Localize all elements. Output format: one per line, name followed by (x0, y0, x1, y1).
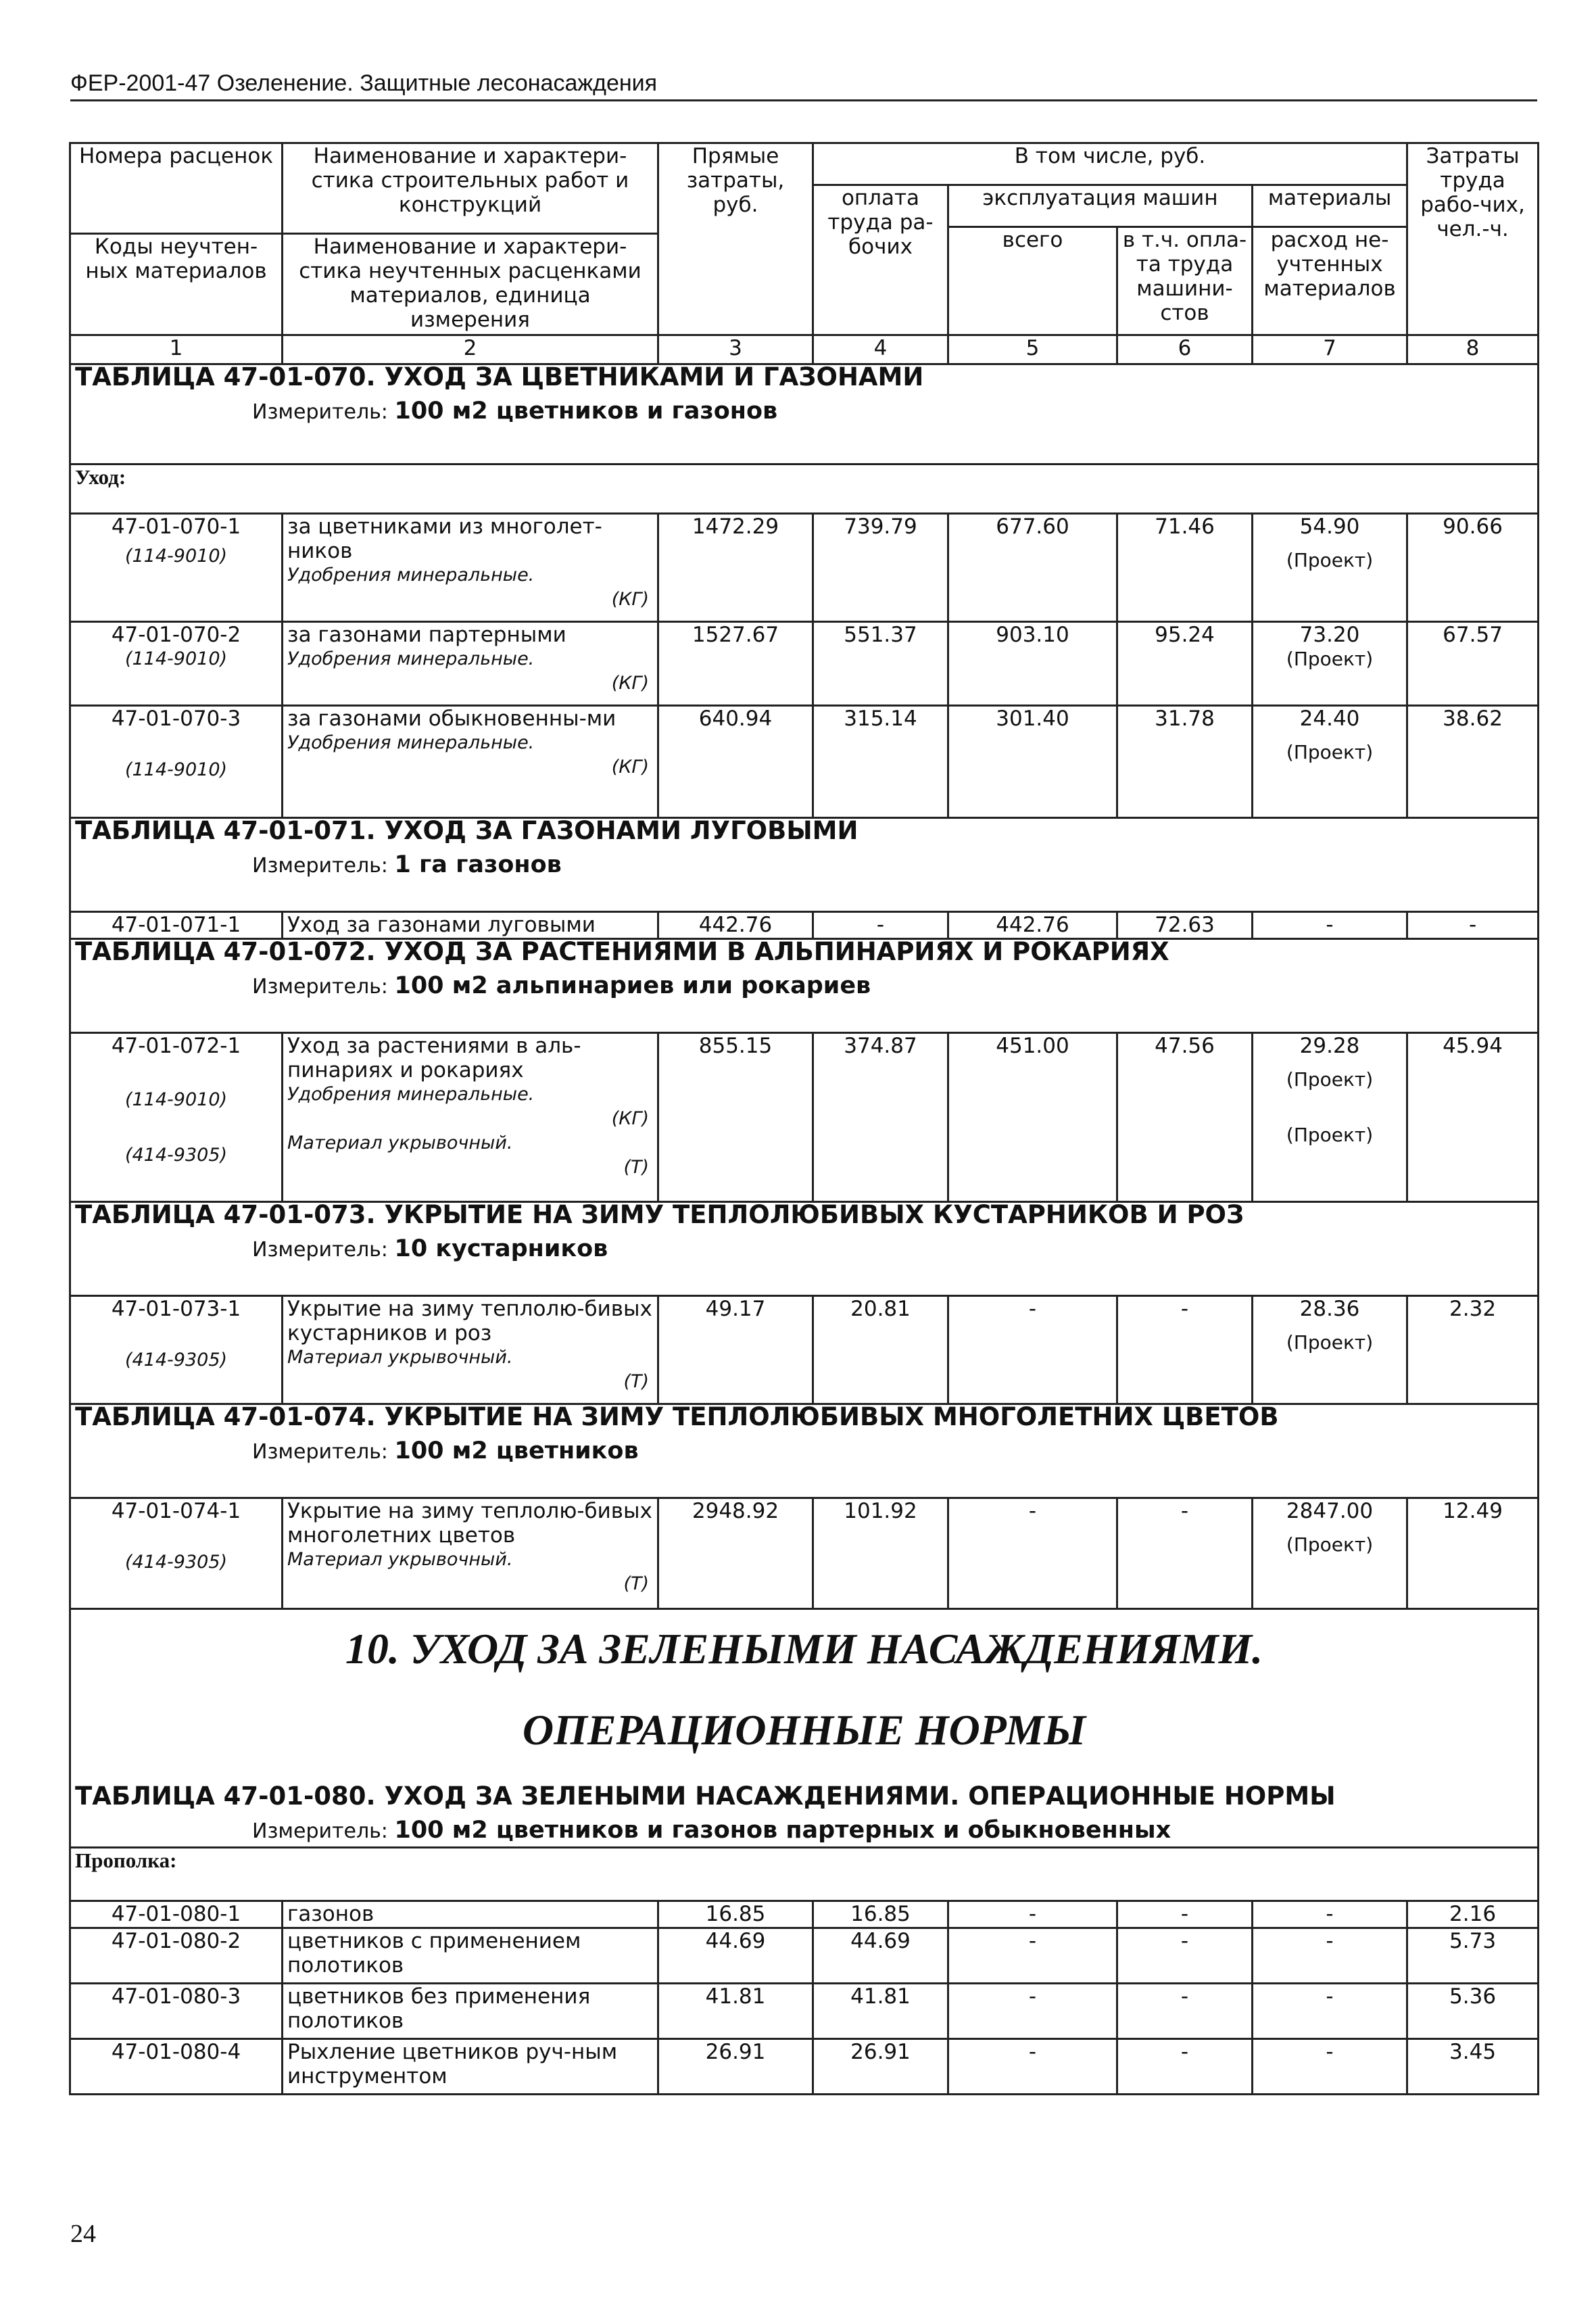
table-row (70, 514, 1539, 622)
material-name: Удобрения минеральные. (287, 1084, 535, 1105)
direct-cost: 640.94 (658, 706, 813, 818)
header-including: В том числе, руб. (813, 143, 1407, 185)
worker-pay: 101.92 (813, 1498, 948, 1609)
worker-pay: 315.14 (813, 706, 948, 818)
rate-code: 47-01-080-3 (70, 1984, 283, 2039)
machinist-pay: - (1117, 1498, 1253, 1609)
material-cost: - (1253, 1928, 1407, 1984)
material-cost: 28.36 (1299, 1297, 1360, 1321)
machinist-pay: 47.56 (1117, 1033, 1253, 1202)
column-number: 1 (70, 335, 283, 364)
header-material-name: Наименование и характери-стика неучтенных расценками материалов, единица измерения (283, 234, 658, 335)
direct-cost: 41.81 (658, 1984, 813, 2039)
project-note: (Проект) (1286, 741, 1374, 763)
table-row (70, 1901, 1539, 1928)
table-row (70, 1033, 1539, 1202)
work-description: цветников без применения полотиков (283, 1984, 658, 2039)
machinist-pay: 31.78 (1117, 706, 1253, 818)
material-unit: (КГ) (611, 673, 649, 694)
project-note: (Проект) (1286, 549, 1374, 571)
material-cost: - (1253, 912, 1407, 939)
section-title: ТАБЛИЦА 47-01-074. УКРЫТИЕ НА ЗИМУ ТЕПЛОЛЮБИВЫХ МНОГОЛЕТНИХ ЦВЕТОВ (75, 1402, 1279, 1431)
section-meter: Измеритель: 10 кустарников (252, 1235, 608, 1262)
column-number: 7 (1253, 335, 1407, 364)
rate-code: 47-01-073-1 (111, 1297, 241, 1321)
machinist-pay: - (1117, 1296, 1253, 1404)
machinist-pay: - (1117, 1901, 1253, 1928)
project-note: (Проект) (1286, 1124, 1374, 1146)
machine-total: 677.60 (948, 514, 1117, 622)
material-code: (414-9305) (124, 1145, 228, 1166)
rate-code: 47-01-070-2 (111, 623, 241, 647)
header-unaccounted-materials: расход не-учтенных материалов (1253, 227, 1407, 335)
work-description: цветников с применением полотиков (283, 1928, 658, 1984)
section-meter: Измеритель: 100 м2 цветников (252, 1437, 639, 1464)
section-meter: Измеритель: 100 м2 цветников и газонов партерных и обыкновенных (252, 1817, 1171, 1844)
project-note: (Проект) (1286, 1068, 1374, 1091)
material-cost: 29.28 (1299, 1034, 1360, 1058)
table-row (70, 1928, 1539, 1984)
material-cost: - (1253, 1984, 1407, 2039)
column-number: 6 (1117, 335, 1253, 364)
machine-total: 442.76 (948, 912, 1117, 939)
section-meter: Измеритель: 100 м2 цветников и газонов (252, 398, 778, 425)
labor-hours: 5.73 (1407, 1928, 1539, 1984)
table-row (70, 1498, 1539, 1609)
header-rate-numbers: Номера расценок (70, 143, 283, 234)
material-name: Материал укрывочный. (287, 1549, 513, 1570)
work-description: Рыхление цветников руч-ным инструментом (283, 2039, 658, 2095)
running-header: ФЕР-2001-47 Озеленение. Защитные лесонасаждения (70, 70, 1537, 101)
material-cost: - (1253, 1901, 1407, 1928)
material-unit: (КГ) (611, 757, 649, 778)
direct-cost: 26.91 (658, 2039, 813, 2095)
table-row (70, 1296, 1539, 1404)
column-number: 8 (1407, 335, 1539, 364)
column-number: 2 (283, 335, 658, 364)
material-cost: - (1253, 2039, 1407, 2095)
header-labor-hours: Затраты труда рабо-чих, чел.-ч. (1407, 143, 1539, 335)
header-machine-total: всего (948, 227, 1117, 335)
labor-hours: 90.66 (1407, 514, 1539, 622)
project-note: (Проект) (1286, 648, 1374, 670)
header-machinist-pay: в т.ч. опла-та труда машини-стов (1117, 227, 1253, 335)
price-table (69, 142, 1539, 2095)
section-header (70, 1404, 1539, 1498)
material-code: (114-9010) (124, 759, 228, 780)
project-note: (Проект) (1286, 1331, 1374, 1354)
material-code: (414-9305) (124, 1350, 228, 1370)
work-description: Укрытие на зиму теплолю-бивых многолетних цветов (287, 1499, 652, 1548)
section-meter: Измеритель: 1 га газонов (252, 851, 562, 878)
direct-cost: 442.76 (658, 912, 813, 939)
labor-hours: 5.36 (1407, 1984, 1539, 2039)
worker-pay: - (813, 912, 948, 939)
machinist-pay: 71.46 (1117, 514, 1253, 622)
rate-code: 47-01-080-1 (70, 1901, 283, 1928)
machinist-pay: - (1117, 1984, 1253, 2039)
machine-total: 903.10 (948, 622, 1117, 706)
direct-cost: 49.17 (658, 1296, 813, 1404)
material-unit: (Т) (623, 1573, 649, 1594)
work-description: за газонами партерными (287, 623, 566, 647)
machine-total: - (948, 2039, 1117, 2095)
header-work-name: Наименование и характери-стика строительных работ и конструкций (283, 143, 658, 234)
table-row (70, 1984, 1539, 2039)
labor-hours: 3.45 (1407, 2039, 1539, 2095)
table-row (70, 706, 1539, 818)
group-label: Прополка: (70, 1848, 1539, 1901)
material-name: Удобрения минеральные. (287, 565, 535, 586)
rate-code: 47-01-074-1 (111, 1499, 241, 1523)
machine-total: - (948, 1498, 1117, 1609)
material-name: Удобрения минеральные. (287, 648, 535, 669)
machinist-pay: - (1117, 1928, 1253, 1984)
worker-pay: 44.69 (813, 1928, 948, 1984)
chapter-title: 10. УХОД ЗА ЗЕЛЕНЫМИ НАСАЖДЕНИЯМИ. (345, 1625, 1263, 1673)
material-unit: (КГ) (611, 1108, 649, 1129)
header-machine-use: эксплуатация машин (948, 185, 1253, 227)
rate-code: 47-01-070-3 (111, 707, 241, 731)
work-description: Уход за газонами луговыми (283, 912, 658, 939)
section-meter: Измеритель: 100 м2 альпинариев или рокариев (252, 972, 871, 999)
rate-code: 47-01-072-1 (111, 1034, 241, 1058)
direct-cost: 1527.67 (658, 622, 813, 706)
material-code: (114-9010) (124, 648, 228, 669)
rate-code: 47-01-071-1 (70, 912, 283, 939)
worker-pay: 551.37 (813, 622, 948, 706)
worker-pay: 739.79 (813, 514, 948, 622)
labor-hours: 38.62 (1407, 706, 1539, 818)
machine-total: - (948, 1296, 1117, 1404)
project-note: (Проект) (1286, 1533, 1374, 1556)
section-header (70, 939, 1539, 1033)
machine-total: 451.00 (948, 1033, 1117, 1202)
machinist-pay: 72.63 (1117, 912, 1253, 939)
section-header (70, 818, 1539, 912)
labor-hours: 12.49 (1407, 1498, 1539, 1609)
header-materials: материалы (1253, 185, 1407, 227)
worker-pay: 16.85 (813, 1901, 948, 1928)
work-description: за цветниками из многолет-ников (287, 515, 602, 563)
material-code: (414-9305) (124, 1552, 228, 1573)
labor-hours: - (1407, 912, 1539, 939)
work-description: Уход за растениями в аль-пинариях и рокариях (287, 1034, 581, 1082)
machinist-pay: 95.24 (1117, 622, 1253, 706)
machine-total: - (948, 1928, 1117, 1984)
work-description: газонов (283, 1901, 658, 1928)
material-unit: (КГ) (611, 589, 649, 610)
direct-cost: 1472.29 (658, 514, 813, 622)
section-header (70, 364, 1539, 464)
chapter-subtitle: ОПЕРАЦИОННЫЕ НОРМЫ (522, 1706, 1086, 1754)
column-number: 3 (658, 335, 813, 364)
direct-cost: 855.15 (658, 1033, 813, 1202)
section-title: ТАБЛИЦА 47-01-073. УКРЫТИЕ НА ЗИМУ ТЕПЛОЛЮБИВЫХ КУСТАРНИКОВ И РОЗ (75, 1200, 1244, 1229)
labor-hours: 2.32 (1407, 1296, 1539, 1404)
rate-code: 47-01-070-1 (111, 515, 241, 539)
labor-hours: 2.16 (1407, 1901, 1539, 1928)
section-title: ТАБЛИЦА 47-01-071. УХОД ЗА ГАЗОНАМИ ЛУГОВЫМИ (75, 816, 859, 845)
chapter-header (70, 1609, 1539, 1848)
machine-total: 301.40 (948, 706, 1117, 818)
machine-total: - (948, 1901, 1117, 1928)
machinist-pay: - (1117, 2039, 1253, 2095)
worker-pay: 374.87 (813, 1033, 948, 1202)
material-name: Материал укрывочный. (287, 1132, 513, 1153)
rate-code: 47-01-080-4 (70, 2039, 283, 2095)
material-code: (114-9010) (124, 1089, 228, 1110)
column-number: 5 (948, 335, 1117, 364)
section-title: ТАБЛИЦА 47-01-072. УХОД ЗА РАСТЕНИЯМИ В АЛЬПИНАРИЯХ И РОКАРИЯХ (75, 937, 1169, 966)
material-unit: (Т) (623, 1157, 649, 1178)
table-row (70, 912, 1539, 939)
material-code: (114-9010) (124, 546, 228, 567)
worker-pay: 41.81 (813, 1984, 948, 2039)
header-worker-pay: оплата труда ра-бочих (813, 185, 948, 335)
section-header (70, 1202, 1539, 1296)
rate-code: 47-01-080-2 (70, 1928, 283, 1984)
work-description: Укрытие на зиму теплолю-бивых кустарников и роз (287, 1297, 652, 1345)
table-row (70, 622, 1539, 706)
page-number: 24 (70, 2220, 96, 2248)
header-direct-costs: Прямые затраты, руб. (658, 143, 813, 335)
labor-hours: 45.94 (1407, 1033, 1539, 1202)
material-cost: 24.40 (1299, 707, 1360, 731)
machine-total: - (948, 1984, 1117, 2039)
group-label: Уход: (70, 464, 1539, 514)
material-unit: (Т) (623, 1371, 649, 1392)
section-title: ТАБЛИЦА 47-01-080. УХОД ЗА ЗЕЛЕНЫМИ НАСАЖДЕНИЯМИ. ОПЕРАЦИОННЫЕ НОРМЫ (75, 1782, 1336, 1811)
material-cost: 73.20 (1299, 623, 1360, 647)
worker-pay: 26.91 (813, 2039, 948, 2095)
header-material-codes: Коды неучтен-ных материалов (70, 234, 283, 335)
material-name: Удобрения минеральные. (287, 732, 535, 753)
work-description: за газонами обыкновенны-ми (287, 707, 616, 731)
labor-hours: 67.57 (1407, 622, 1539, 706)
direct-cost: 16.85 (658, 1901, 813, 1928)
section-title: ТАБЛИЦА 47-01-070. УХОД ЗА ЦВЕТНИКАМИ И ГАЗОНАМИ (75, 362, 924, 391)
material-name: Материал укрывочный. (287, 1347, 513, 1368)
column-number: 4 (813, 335, 948, 364)
worker-pay: 20.81 (813, 1296, 948, 1404)
direct-cost: 44.69 (658, 1928, 813, 1984)
material-cost: 2847.00 (1286, 1499, 1374, 1523)
table-row (70, 2039, 1539, 2095)
material-cost: 54.90 (1299, 515, 1360, 539)
direct-cost: 2948.92 (658, 1498, 813, 1609)
